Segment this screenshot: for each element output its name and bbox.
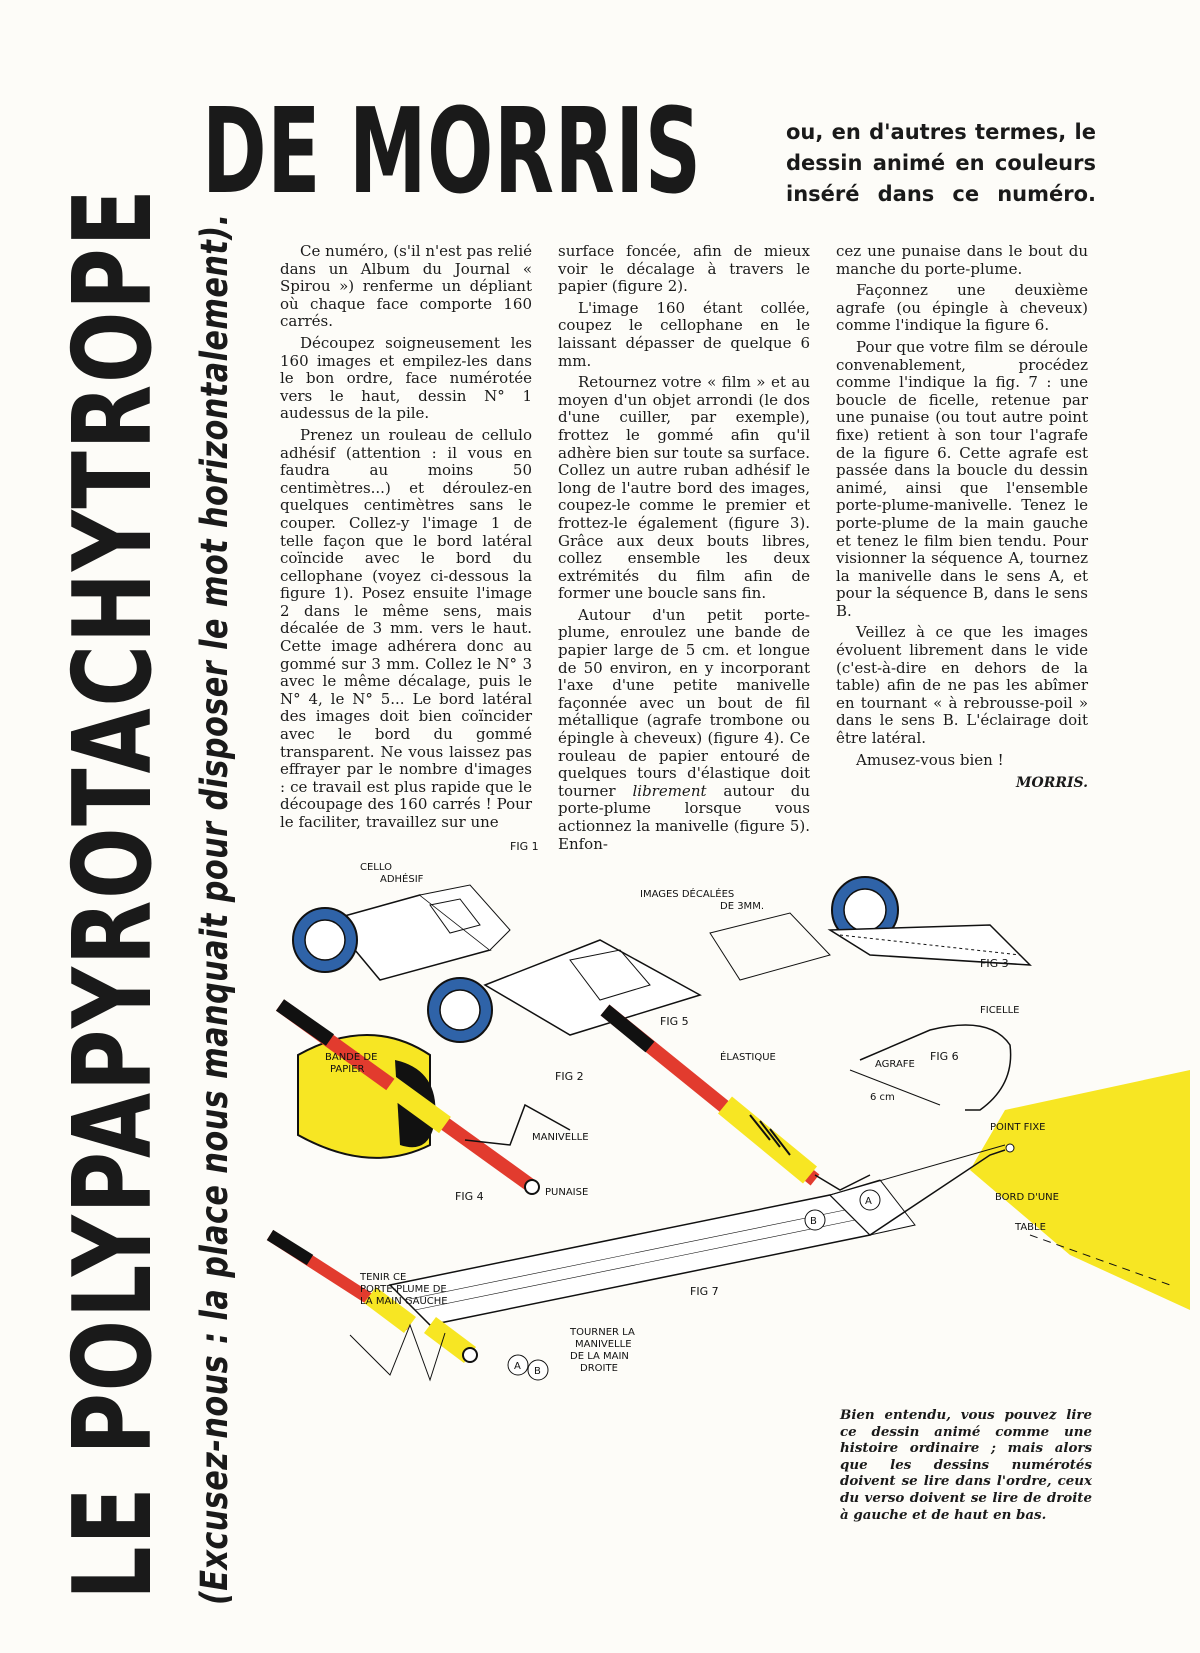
- tenir-ce-label: TENIR CE: [360, 1272, 407, 1283]
- sequence-b-marker: B: [810, 1216, 817, 1227]
- paragraph: Prenez un rouleau de cellulo adhésif (attention : il vous en faudra au moins 50 centimètres...) et déroulez-en quelques centimètres sans le couper. Collez-y l'image 1 de telle façon que le bord latéral coïncide avec le bord du cellophane (voyez ci-dessous la figure 1). Posez ensuite l'image 2 dans le même sens, mais décalée de 3 mm. vers le haut. Cette image adhérera donc au gommé sur 3 mm. Collez le N° 3 avec le même décalage, puis le N° 4, le N° 5... Le bord latéral des images doit bien coïncider avec le bord du gommé transparent. Ne vous laissez pas effrayer par le nombre d'images : ce travail est plus rapide que le découpage des 160 carrés ! Pour le faciliter, travaillez sur une: [280, 425, 532, 831]
- paragraph: cez une punaise dans le bout du manche du porte-plume.: [836, 242, 1088, 278]
- paragraph: L'image 160 étant collée, coupez le cellophane en le laissant dépasser de quelque 6 mm.: [558, 298, 810, 370]
- text-column-3: [836, 243, 1088, 797]
- paragraph: Découpez soigneusement les 160 images et empilez-les dans le bon ordre, face numérotée vers le haut, dessin N° 1 audessus de la pile.: [280, 333, 532, 423]
- fig3-tape-roll: [830, 877, 1030, 965]
- paragraph: surface foncée, afin de mieux voir le décalage à travers le papier (figure 2).: [558, 242, 810, 296]
- paragraph: Veillez à ce que les images évoluent librement dans le vide (c'est-à-dire en dehors de la table) afin de ne pas les abîmer en tournant « à rebrousse-poil » dans le sens B. L'éclairage doit être latéral.: [836, 623, 1088, 748]
- manivelle2-label: MANIVELLE: [575, 1339, 632, 1350]
- porte-plume-de-label: PORTE-PLUME DE: [360, 1284, 447, 1295]
- vertical-title: LE POLYPAPYROTACHYTROPE: [51, 187, 176, 1601]
- table-light-area: [970, 1070, 1190, 1310]
- emphasis-text: librement: [632, 781, 707, 800]
- ficelle-label: FICELLE: [980, 1005, 1020, 1016]
- point-fixe-label: POINT FIXE: [990, 1122, 1046, 1133]
- table-label: TABLE: [1015, 1222, 1046, 1233]
- droite-label: DROITE: [580, 1363, 618, 1374]
- fig4-label: FIG 4: [455, 1190, 484, 1203]
- tagline: ou, en d'autres termes, le dessin animé en couleurs inséré dans ce numéro.: [786, 120, 1096, 206]
- signature: MORRIS.: [1016, 775, 1088, 792]
- rotation-b-marker: B: [534, 1366, 541, 1377]
- fig5-pen: [605, 1010, 870, 1190]
- figure-caption: Bien entendu, vous pouvez lire ce dessin animé comme une histoire ordinaire ; mais alors que les dessins numérotés doivent se lire dans l'ordre, ceux du verso doivent se lire de droite à gauche et de haut en bas.: [840, 1407, 1092, 1523]
- text-column-2: [558, 243, 810, 857]
- paragraph: Pour que votre film se déroule convenablement, procédez comme l'indique la fig. 7 : une boucle de ficelle, retenue par une punaise (ou tout autre point fixe) retient à son tour l'agrafe de la figure 6. Cette agrafe est passée dans la boucle du dessin animé, ainsi que l'ensemble porte-plume-manivelle. Tenez le porte-plume de la main gauche et tenez le film bien tendu. Pour visionner la séquence A, tournez la manivelle dans le sens A, et pour la séquence B, dans le sens B.: [836, 337, 1088, 620]
- de-la-main-label: DE LA MAIN: [570, 1351, 629, 1362]
- fig2-label: FIG 2: [555, 1070, 584, 1083]
- paragraph: Façonnez une deuxième agrafe (ou épingle à cheveux) comme l'indique la figure 6.: [836, 281, 1088, 335]
- papier-label: PAPIER: [330, 1064, 365, 1075]
- horizontal-title: DE MORRIS: [202, 82, 702, 220]
- elastique-label: ÉLASTIQUE: [720, 1052, 776, 1063]
- fig6-label: FIG 6: [930, 1050, 959, 1063]
- de-3mm-label: DE 3MM.: [720, 901, 764, 912]
- fig1-label: FIG 1: [510, 840, 539, 853]
- fig1-tape-roll: [293, 885, 510, 980]
- images-decalees-label: IMAGES DÉCALÉES: [640, 889, 735, 900]
- paragraph: Retournez votre « film » et au moyen d'un objet arrondi (le dos d'une cuiller, par exemple), frottez le gommé afin qu'il adhère bien sur toute sa surface. Collez un autre ruban adhésif le long de l'autre bord des images, coupez-le comme le premier et frottez-le également (figure 3). Grâce aux deux bouts libres, collez ensemble les deux extrémités du film afin de former une boucle sans fin.: [558, 373, 810, 603]
- paragraph-text: autour du porte-plume lorsque vous actionnez la manivelle (figure 5). Enfon-: [558, 781, 810, 853]
- cello-label: CELLO: [360, 862, 392, 873]
- fig3-label: FIG 3: [980, 957, 1009, 970]
- instruction-illustration: [270, 840, 1190, 1385]
- rotation-a-marker: A: [514, 1361, 521, 1372]
- fig4-paper-band: [280, 1005, 570, 1194]
- sequence-a-marker: A: [865, 1196, 872, 1207]
- manivelle-label: MANIVELLE: [532, 1132, 589, 1143]
- agrafe-label: AGRAFE: [875, 1059, 915, 1070]
- tourner-la-label: TOURNER LA: [570, 1327, 635, 1338]
- text-column-1: [280, 243, 532, 836]
- paragraph: Ce numéro, (s'il n'est pas relié dans un Album du Journal « Spirou ») renferme un dépliant où chaque face comporte 160 carrés.: [280, 242, 533, 331]
- fig7-label: FIG 7: [690, 1285, 719, 1298]
- paragraph: [558, 607, 810, 853]
- bande-de-label: BANDE DE: [325, 1052, 378, 1063]
- adhesif-label: ADHÉSIF: [380, 874, 424, 885]
- punaise-label: PUNAISE: [545, 1187, 589, 1198]
- paragraph-text: Autour d'un petit porte-plume, enroulez une bande de papier large de 5 cm. et longue de 50 environ, en y incorporant l'axe d'une petite manivelle façonnée avec un bout de fil métallique (agrafe trombone ou épingle à cheveux) (figure 4). Ce rouleau de papier entouré de quelques tours d'élastique doit tourner: [558, 605, 810, 800]
- la-main-gauche-label: LA MAIN GAUCHE: [360, 1296, 448, 1307]
- fig5-label: FIG 5: [660, 1015, 689, 1028]
- six-cm-label: 6 cm: [870, 1092, 895, 1103]
- vertical-subtitle: (Excusez-nous : la place nous manquait pour disposer le mot horizontalement).: [193, 213, 236, 1606]
- bord-d-une-label: BORD D'UNE: [995, 1192, 1059, 1203]
- paragraph: Amusez-vous bien !: [856, 750, 1004, 769]
